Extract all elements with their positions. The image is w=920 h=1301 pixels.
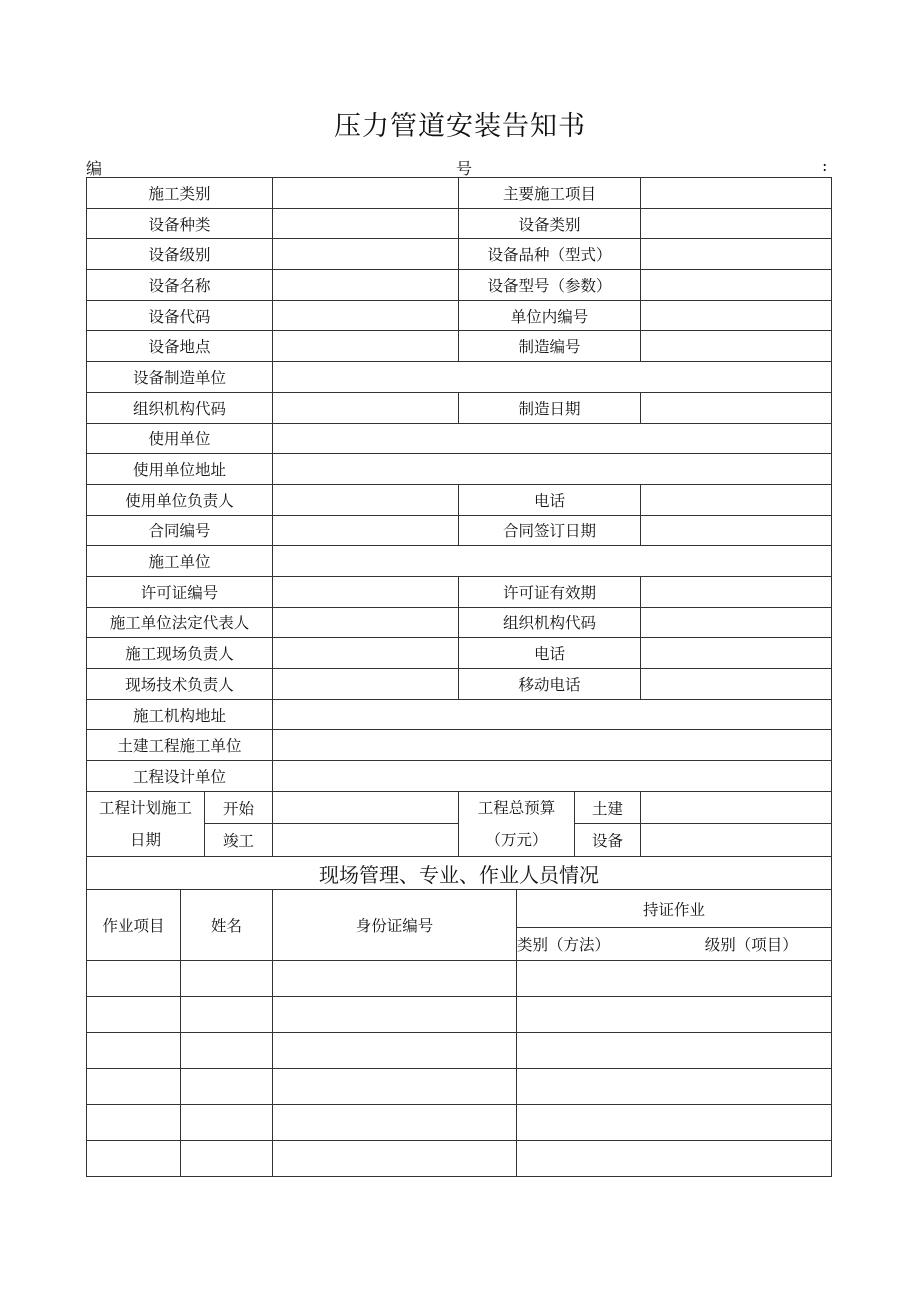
field-value[interactable] xyxy=(273,484,459,515)
field-value[interactable] xyxy=(641,392,832,423)
field-label: 组织机构代码 xyxy=(87,392,273,423)
cell-id[interactable] xyxy=(273,997,517,1033)
field-label: 施工单位法定代表人 xyxy=(87,607,273,638)
cell-name[interactable] xyxy=(181,1033,273,1069)
cell-cert[interactable] xyxy=(517,1141,832,1177)
cell-item[interactable] xyxy=(87,1105,181,1141)
info-row xyxy=(87,576,832,607)
field-value[interactable] xyxy=(273,178,459,209)
field-label: 制造编号 xyxy=(459,331,641,362)
field-value[interactable] xyxy=(273,699,832,730)
field-label: 设备代码 xyxy=(87,300,273,331)
cell-cert[interactable] xyxy=(517,997,832,1033)
header-item: 作业项目 xyxy=(87,890,181,961)
number-label-middle: 号 xyxy=(456,159,473,178)
field-label: 电话 xyxy=(459,484,641,515)
field-value[interactable] xyxy=(641,484,832,515)
field-value[interactable] xyxy=(273,392,459,423)
header-cert-level: 级别（项目） xyxy=(672,928,832,961)
number-label-left: 编 xyxy=(86,159,103,178)
field-value[interactable] xyxy=(273,576,459,607)
field-label: 施工现场负责人 xyxy=(87,638,273,669)
field-label: 组织机构代码 xyxy=(459,607,641,638)
header-cert-type: 类别（方法） xyxy=(517,928,672,961)
field-label: 设备地点 xyxy=(87,331,273,362)
cell-cert[interactable] xyxy=(517,1069,832,1105)
field-label: 土建工程施工单位 xyxy=(87,730,273,761)
info-row xyxy=(87,730,832,761)
cell-id[interactable] xyxy=(273,1033,517,1069)
field-label: 施工机构地址 xyxy=(87,699,273,730)
field-value[interactable] xyxy=(641,239,832,270)
budget-civil-label: 土建 xyxy=(575,791,641,824)
field-label: 许可证编号 xyxy=(87,576,273,607)
field-label: 现场技术负责人 xyxy=(87,669,273,700)
field-value[interactable] xyxy=(273,730,832,761)
cell-name[interactable] xyxy=(181,1069,273,1105)
cell-item[interactable] xyxy=(87,961,181,997)
field-value[interactable] xyxy=(273,423,832,454)
info-row xyxy=(87,699,832,730)
field-label: 施工单位 xyxy=(87,546,273,577)
info-row xyxy=(87,638,832,669)
field-value[interactable] xyxy=(273,270,459,301)
cell-name[interactable] xyxy=(181,1105,273,1141)
personnel-section-title: 现场管理、专业、作业人员情况 xyxy=(87,857,832,890)
field-label: 电话 xyxy=(459,638,641,669)
info-row xyxy=(87,454,832,485)
field-label: 制造日期 xyxy=(459,392,641,423)
field-label: 设备种类 xyxy=(87,208,273,239)
field-label: 设备名称 xyxy=(87,270,273,301)
field-value[interactable] xyxy=(641,669,832,700)
number-line xyxy=(86,156,831,176)
info-row xyxy=(87,178,832,209)
schedule-label-line1: 工程计划施工 xyxy=(98,798,192,817)
field-label: 工程设计单位 xyxy=(87,761,273,792)
field-value[interactable] xyxy=(273,239,459,270)
field-label: 使用单位负责人 xyxy=(87,484,273,515)
cell-item[interactable] xyxy=(87,1069,181,1105)
field-label: 使用单位 xyxy=(87,423,273,454)
info-row xyxy=(87,239,832,270)
field-label: 移动电话 xyxy=(459,669,641,700)
field-value[interactable] xyxy=(641,576,832,607)
info-row xyxy=(87,362,832,393)
field-value[interactable] xyxy=(641,300,832,331)
budget-equipment-value[interactable] xyxy=(641,824,832,857)
field-value[interactable] xyxy=(273,607,459,638)
info-row xyxy=(87,669,832,700)
field-label: 施工类别 xyxy=(87,178,273,209)
personnel-table xyxy=(86,856,832,1177)
info-row xyxy=(87,300,832,331)
field-value[interactable] xyxy=(273,208,459,239)
field-label: 许可证有效期 xyxy=(459,576,641,607)
field-value[interactable] xyxy=(273,454,832,485)
field-value[interactable] xyxy=(273,515,459,546)
schedule-end-label: 竣工 xyxy=(205,824,273,857)
field-value[interactable] xyxy=(641,331,832,362)
cell-item[interactable] xyxy=(87,1141,181,1177)
cell-name[interactable] xyxy=(181,961,273,997)
field-value[interactable] xyxy=(273,546,832,577)
cell-item[interactable] xyxy=(87,997,181,1033)
info-table xyxy=(86,177,832,857)
field-value[interactable] xyxy=(273,300,459,331)
cell-id[interactable] xyxy=(273,1069,517,1105)
info-row xyxy=(87,270,832,301)
header-name: 姓名 xyxy=(181,890,273,961)
schedule-row xyxy=(87,791,832,824)
field-value[interactable] xyxy=(641,208,832,239)
number-label-colon: : xyxy=(822,156,828,175)
schedule-label xyxy=(87,791,205,856)
page-title: 压力管道安装告知书 xyxy=(334,111,586,142)
cell-cert[interactable] xyxy=(517,1033,832,1069)
budget-label-line1: 工程总预算 xyxy=(477,798,556,817)
info-row xyxy=(87,515,832,546)
budget-label xyxy=(459,791,575,856)
field-label: 设备品种（型式） xyxy=(459,239,641,270)
field-value[interactable] xyxy=(641,638,832,669)
info-row xyxy=(87,392,832,423)
cell-name[interactable] xyxy=(181,997,273,1033)
budget-equipment-label: 设备 xyxy=(575,824,641,857)
field-value[interactable] xyxy=(641,515,832,546)
info-row xyxy=(87,423,832,454)
cell-item[interactable] xyxy=(87,1033,181,1069)
field-label: 设备级别 xyxy=(87,239,273,270)
field-value[interactable] xyxy=(273,362,832,393)
schedule-end-value[interactable] xyxy=(273,824,459,857)
field-label: 设备型号（参数） xyxy=(459,270,641,301)
info-row xyxy=(87,761,832,792)
schedule-label-line2: 日期 xyxy=(129,830,161,849)
cell-name[interactable] xyxy=(181,1141,273,1177)
schedule-start-value[interactable] xyxy=(273,791,459,824)
cell-cert[interactable] xyxy=(517,961,832,997)
field-value[interactable] xyxy=(641,270,832,301)
info-row xyxy=(87,331,832,362)
field-label: 设备类别 xyxy=(459,208,641,239)
cell-id[interactable] xyxy=(273,961,517,997)
field-label: 使用单位地址 xyxy=(87,454,273,485)
header-id-number: 身份证编号 xyxy=(273,890,517,961)
field-label: 合同编号 xyxy=(87,515,273,546)
budget-label-line2: （万元） xyxy=(485,830,548,849)
cell-id[interactable] xyxy=(273,1105,517,1141)
cell-cert[interactable] xyxy=(517,1105,832,1141)
field-label: 合同签订日期 xyxy=(459,515,641,546)
info-row xyxy=(87,484,832,515)
field-value[interactable] xyxy=(641,178,832,209)
info-row xyxy=(87,607,832,638)
field-value[interactable] xyxy=(641,607,832,638)
header-cert: 持证作业 xyxy=(517,890,832,928)
field-label: 单位内编号 xyxy=(459,300,641,331)
field-value[interactable] xyxy=(273,331,459,362)
field-label: 设备制造单位 xyxy=(87,362,273,393)
budget-civil-value[interactable] xyxy=(641,791,832,824)
info-row xyxy=(87,208,832,239)
field-value[interactable] xyxy=(273,761,832,792)
info-row xyxy=(87,546,832,577)
field-value[interactable] xyxy=(273,638,459,669)
field-value[interactable] xyxy=(273,669,459,700)
field-label: 主要施工项目 xyxy=(459,178,641,209)
cell-id[interactable] xyxy=(273,1141,517,1177)
schedule-start-label: 开始 xyxy=(205,791,273,824)
